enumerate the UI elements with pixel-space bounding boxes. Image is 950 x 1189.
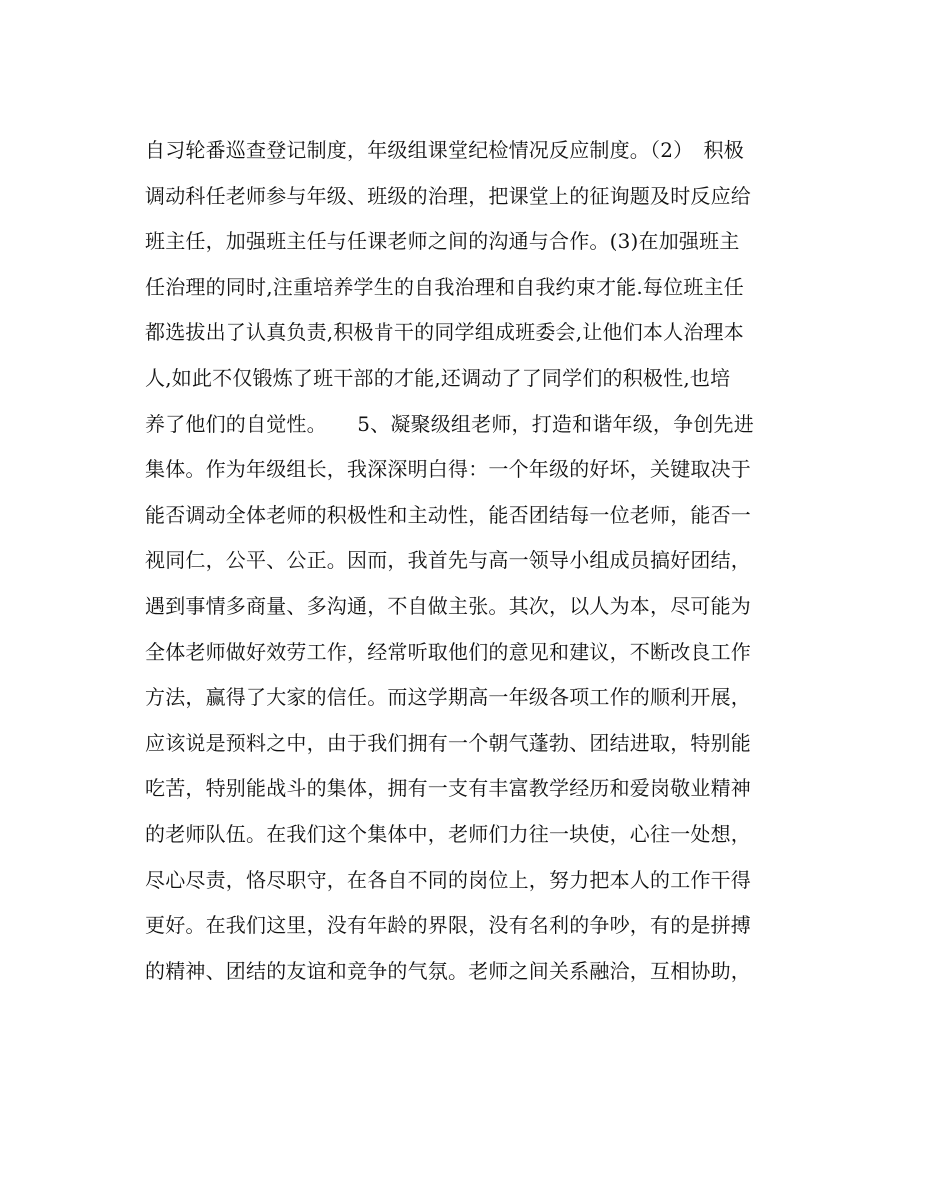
text-line: 的老师队伍。在我们这个集体中，老师们力往一块使，心往一处想， <box>145 821 751 846</box>
text-line: 更好。在我们这里，没有年龄的界限，没有名利的争吵，有的是拼搏 <box>145 913 751 938</box>
text-line: 都选拔出了认真负责,积极肯干的同学组成班委会,让他们本人治理本 <box>145 320 744 345</box>
text-line: 的精神、团结的友谊和竞争的气氛。老师之间关系融洽，互相协助， <box>145 958 751 983</box>
text-line: 吃苦，特别能战斗的集体，拥有一支有丰富教学经历和爱岗敬业精神 <box>145 776 751 801</box>
text-line: 养了他们的自觉性。 5、凝聚级组老师，打造和谐年级，争创先进 <box>145 411 754 436</box>
text-line: 自习轮番巡查登记制度，年级组课堂纪检情况反应制度。（2） 积极 <box>145 138 744 162</box>
text-line: 遇到事情多商量、多沟通，不自做主张。其次，以人为本，尽可能为 <box>145 593 751 618</box>
text-line: 应该说是预料之中，由于我们拥有一个朝气蓬勃、团结进取，特别能 <box>145 730 751 755</box>
text-line: 调动科任老师参与年级、班级的治理，把课堂上的征询题及时反应给 <box>145 183 751 208</box>
text-line: 方法，赢得了大家的信任。而这学期高一年级各项工作的顺利开展， <box>145 685 751 710</box>
text-line: 人,如此不仅锻炼了班干部的才能,还调动了了同学们的积极性,也培 <box>145 365 731 390</box>
text-line: 全体老师做好效劳工作，经常听取他们的意见和建议，不断改良工作 <box>145 639 751 664</box>
body-text <box>145 128 805 994</box>
text-line: 班主任，加强班主任与任课老师之间的沟通与合作。(3)在加强班主 <box>145 229 740 254</box>
text-line: 尽心尽责，恪尽职守，在各自不同的岗位上，努力把本人的工作干得 <box>145 867 751 892</box>
text-line: 视同仁，公平、公正。因而，我首先与高一领导小组成员搞好团结， <box>145 548 751 573</box>
text-line: 集体。作为年级组长，我深深明白得：一个年级的好坏，关键取决于 <box>145 457 751 482</box>
text-line: 任治理的同时,注重培养学生的自我治理和自我约束才能.每位班主任 <box>145 274 744 299</box>
text-line: 能否调动全体老师的积极性和主动性，能否团结每一位老师，能否一 <box>145 502 751 527</box>
